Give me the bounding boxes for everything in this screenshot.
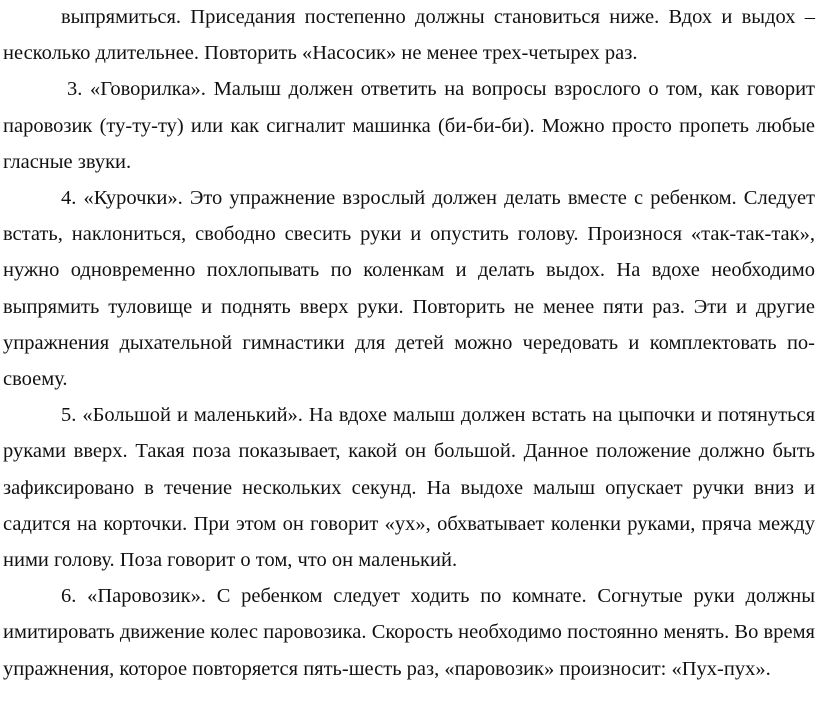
paragraph-exercise-5: 5. «Большой и маленький». На вдохе малыш должен встать на цыпочки и потянуться руками вверх. Такая поза показывает, какой он большой. Данное положение должно быть зафиксировано в течение нескольких секунд. На выдохе малыш опускает ручки вниз и садится на корточки. При этом он говорит «ух», обхватывает коленки руками, пряча между ними голову. Поза говорит о том, что он маленький. [3,404,815,572]
paragraph-exercise-4: 4. «Курочки». Это упражнение взрослый должен делать вместе с ребенком. Следует встать, наклониться, свободно свесить руки и опустить голову. Произнося «так-так-так», нужно одновременно похлопывать по коленкам и делать выдох. На вдохе необходимо выпрямить туловище и поднять вверх руки. Повторить не менее пяти раз. Эти и другие упражнения дыхательной гимнастики для детей можно чередовать и комплектовать по-своему. [3,187,815,391]
paragraph-continuation: выпрямиться. Приседания постепенно должны становиться ниже. Вдох и выдох – несколько длительнее. Повторить «Насосик» не менее трех-четырех раз. [3,6,815,65]
paragraph-exercise-6: 6. «Паровозик». С ребенком следует ходить по комнате. Согнутые руки должны имитировать движение колес паровозика. Скорость необходимо постоянно менять. Во время упражнения, которое повторяется пять-шесть раз, «паровозик» произносит: «Пух-пух». [3,585,815,680]
paragraph-exercise-3: 3. «Говорилка». Малыш должен ответить на вопросы взрослого о том, как говорит паровозик (ту-ту-ту) или как сигналит машинка (би-би-би). Можно просто пропеть любые гласные звуки. [3,78,815,173]
